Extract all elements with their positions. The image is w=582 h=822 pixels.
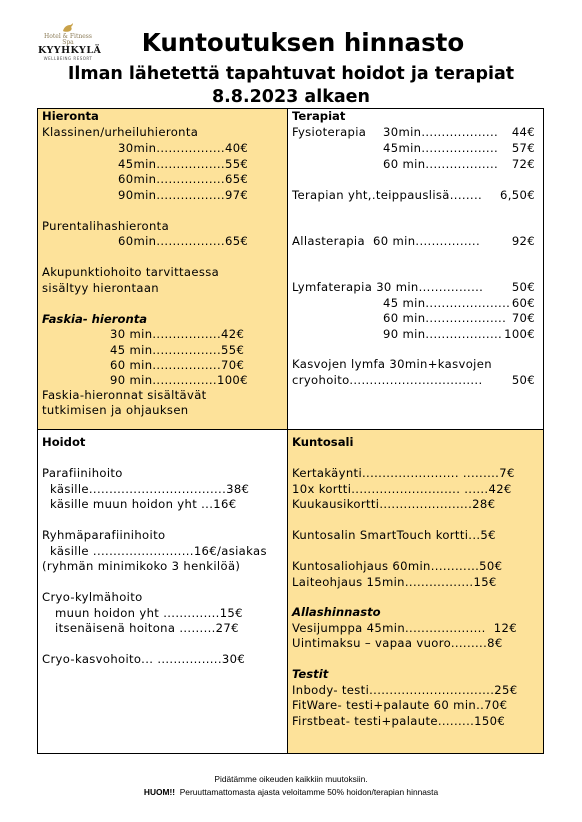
price-line: 30min................... xyxy=(383,125,499,139)
footer-disclaimer: Pidätämme oikeuden kaikkiin muutoksiin. xyxy=(214,774,368,784)
price-line: käsille..................................38€ xyxy=(50,482,250,496)
note-text: (ryhmän minimikoko 3 henkilöä) xyxy=(42,559,241,573)
price-value: 100€ xyxy=(504,327,535,341)
price-line: 60min.................65€ xyxy=(118,172,249,186)
price-value: 6,50€ xyxy=(500,188,535,202)
price-line: 45min.................55€ xyxy=(118,157,249,171)
price-line: Firstbeat- testi+palaute.........150€ xyxy=(292,714,506,728)
price-line: Kuntosaliohjaus 60min............50€ xyxy=(292,559,503,573)
page-title: Kuntoutuksen hinnasto xyxy=(141,28,465,57)
sub-heading: Testit xyxy=(292,667,329,681)
price-line: 10x kortti........................... ......42€ xyxy=(292,482,512,496)
price-line: Inbody- testi...............................25€ xyxy=(292,683,518,697)
sub-heading: Faskia- hieronta xyxy=(42,312,148,326)
service-name: Parafiinihoito xyxy=(42,466,123,480)
section-heading: Terapiat xyxy=(292,109,346,123)
service-name: Purentalihashieronta xyxy=(42,219,170,233)
price-line: muun hoidon yht ..............15€ xyxy=(55,606,243,620)
price-value: 57€ xyxy=(511,141,535,155)
footer-notice xyxy=(0,787,582,797)
price-value: 50€ xyxy=(511,373,535,387)
logo-subtitle: WELLBEING RESORT xyxy=(43,56,93,61)
price-line: cryohoito................................. xyxy=(292,373,483,387)
section-heading: Hoidot xyxy=(42,435,86,449)
logo-name: KYYHKYLÄ xyxy=(38,45,102,56)
price-line: Vesijumppa 45min.................... 12€ xyxy=(292,621,517,635)
price-value: 70€ xyxy=(511,311,535,325)
footer-cancellation: Peruuttamattomasta ajasta veloitamme 50% hoidon/terapian hinnasta xyxy=(179,787,439,797)
price-line: 90 min................... xyxy=(383,327,503,341)
price-line: 60 min.................70€ xyxy=(110,358,245,372)
price-line: Cryo-kasvohoito... ................30€ xyxy=(42,652,246,666)
note-text: tutkimisen ja ohjauksen xyxy=(42,403,189,417)
price-line: 45 min..................... xyxy=(383,296,511,310)
price-line: 30 min.................42€ xyxy=(110,327,245,341)
service-name: Klassinen/urheiluhieronta xyxy=(42,125,199,139)
price-line: 45min................... xyxy=(383,141,499,155)
note-text: Faskia-hieronnat sisältävät xyxy=(42,388,207,402)
price-grid xyxy=(37,108,544,754)
price-value: 60€ xyxy=(511,296,535,310)
price-line: 90 min................100€ xyxy=(110,373,248,387)
price-line: 60 min.................. xyxy=(383,157,499,171)
service-name: Cryo-kylmähoito xyxy=(42,590,143,604)
section-heading: Hieronta xyxy=(42,109,99,123)
price-line: 30min.................40€ xyxy=(118,141,249,155)
price-line: 45 min.................55€ xyxy=(110,343,245,357)
price-value: 50€ xyxy=(511,280,535,294)
price-line: Kertakäynti........................ .........7€ xyxy=(292,466,515,480)
footer-huom: HUOM!! xyxy=(143,787,176,797)
price-line: Kuukausikortti.......................28€ xyxy=(292,497,496,511)
service-name: Ryhmäparafiinihoito xyxy=(42,528,166,542)
price-line: Terapian yht,.teippauslisä........ xyxy=(292,188,483,202)
section-heading: Kuntosali xyxy=(292,435,354,449)
price-line: Allasterapia 60 min................ xyxy=(292,234,480,248)
price-line: Lymfaterapia 30 min................ xyxy=(292,280,484,294)
price-line: Laiteohjaus 15min.................15€ xyxy=(292,575,497,589)
price-value: 92€ xyxy=(511,234,535,248)
price-line: käsille muun hoidon yht ...16€ xyxy=(50,497,237,511)
service-name: Kasvojen lymfa 30min+kasvojen xyxy=(292,357,492,371)
section-hoidot xyxy=(38,430,288,753)
section-hieronta xyxy=(38,109,288,430)
price-line: käsille .........................16€/asiakas xyxy=(50,544,267,558)
price-line: Uintimaksu – vapaa vuoro.........8€ xyxy=(292,636,503,650)
price-line: FitWare- testi+palaute 60 min..70€ xyxy=(292,698,508,712)
logo-tagline: Hotel & Fitness Spa xyxy=(44,33,92,46)
price-line: 60 min.................... xyxy=(383,311,507,325)
page-subtitle: Ilman lähetettä tapahtuvat hoidot ja terapiat xyxy=(67,64,515,84)
price-value: 72€ xyxy=(511,157,535,171)
price-line: 90min.................97€ xyxy=(118,188,249,202)
price-value: 44€ xyxy=(511,125,535,139)
price-line: itsenäisenä hoitona .........27€ xyxy=(55,621,239,635)
price-line: 60min.................65€ xyxy=(118,234,249,248)
effective-date: 8.8.2023 alkaen xyxy=(211,87,371,107)
price-line: Kuntosalin SmartTouch kortti...5€ xyxy=(292,528,496,542)
section-terapiat xyxy=(288,109,543,430)
sub-heading: Allashinnasto xyxy=(292,605,381,619)
section-kuntosali xyxy=(288,430,543,753)
service-name: Fysioterapia xyxy=(292,125,367,139)
note-text: Akupunktiohoito tarvittaessa xyxy=(42,265,220,279)
note-text: sisältyy hierontaan xyxy=(42,281,159,295)
